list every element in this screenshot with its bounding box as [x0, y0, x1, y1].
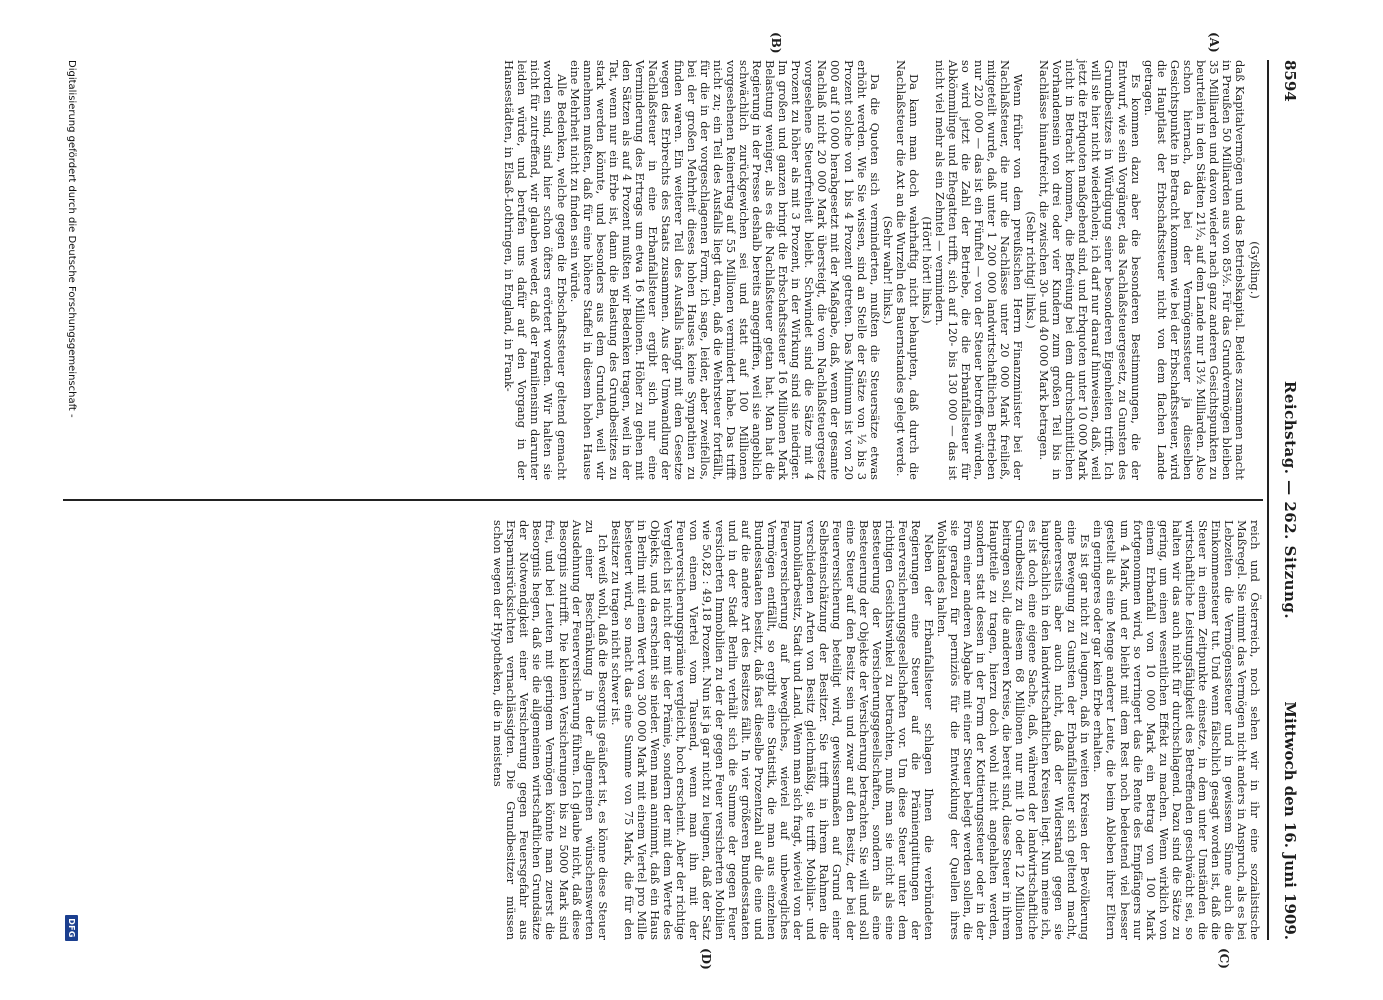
paragraph: Es ist gar nicht zu leugnen, daß in weiten Kreisen der Bevölkerung eine Bewegung zu Gunsten der Erbanfallsteuer sich geltend macht, andererseits aber auch nicht, daß der Widerstand gegen sie hauptsächlich in den landwirtschaftlichen Kreisen liegt. Nun meine ich, es ist doch eine eigene Sache, daß, während der landwirtschaftliche Grundbesitz zu diesem 68 Millionen nur mit 10 oder 12 Millionen beitragen soll, die anderen Kreise, die bereit sind, diese Steuer in ihrem Hauptteile zu tragen, hierzu doch wohl nicht angehalten werden, sondern statt dessen in der Form der Kottierungssteuer oder in der Form einer anderen Abgabe mit einer Steuer belegt werden sollen, die sie geradezu für perniziös für die Entwicklung der Quellen ihres Wohlstandes halten. [934, 520, 1093, 940]
margin-marker-c: (C) [1217, 948, 1231, 969]
paragraph: Wenn früher von dem preußischen Herrn Finanzminister bei der Nachlaßsteuer, die nur die Nachlässe unter 20 000 Mark freiließ, mitgeteilt wurde, daß unter 1 200 000 landwirtschaftlichen Betrieben nur 220 000 — das ist ein Fünftel — von der Steuer betroffen würden, so wird jetzt die Zahl der Betriebe, die die Erbanfallsteuer für Abkömmlinge und Ehegatten trifft, sich auf 120- bis 130 000 — das ist nicht viel mehr als ein Zehntel — vermindern. [932, 60, 1026, 480]
page-date: Mittwoch den 16. Juni 1909. [1281, 701, 1299, 940]
paragraph: Alle Bedenken, welche gegen die Erbschaftssteuer geltend gemacht worden sind, sind hier schon öfters erörtert worden. Wir halten sie nicht für zutreffend, wir glauben weder, daß der Familiensinn darunter leiden würde, und berufen uns dafür auf den Vorgang in der Hansestädten, in Elsaß-Lothringen, in England, in Frank- [502, 60, 569, 480]
paragraph: Da kann man doch wahrhaftig nicht behaupten, daß durch die Nachlaßsteuer die Axt an die Wurzeln des Bauernstandes gelegt werde. [893, 60, 921, 480]
paragraph: Ich weiß wohl, daß die Besorgnis geäußert ist, es könne diese Steuer zu einer Beschränkung in der allgemeinen wünschenswerten Ausdehnung der Feuerversicherung führen. Ich glaube nicht, daß diese Besorgnis zutrifft. Die kleinen Versicherungen bis zu 5000 Mark sind frei, und bei Leuten mit geringem Vermögen könnte man zuerst die Besorgnis hegen, daß sie die allgemeinen wirtschaftlichen Grundsätze der Notwendigkeit einer Versicherung gegen Feuersgefahr aus Ersparnisrücksichten vernachlässigten. Die Grundbesitzer müssen schon wegen der Hypotheken, die in meistens [491, 520, 610, 940]
left-column [502, 60, 1261, 480]
interjection: (Sehr richtig! links.) [1024, 211, 1039, 329]
paragraph: Da die Quoten sich verminderten, mußten die Steuersätze etwas erhöht werden. Wie Sie wissen, sind an Stelle der Sätze von ½ bis 3 Prozent solche von 1 bis 4 Prozent getreten. Das Minimum ist von 20 000 auf 10 000 herabgesetzt mit der Maßgabe, daß, wenn der gesamte Nachlaß nicht 20 000 Mark übersteigt, die vom Nachlaßsteuergesetz vorgesehene Steuerfreiheit bleibt. Schwindet sind die Sätze mit 4 Prozent zu höher als mit 3 Prozent, in der Wirkung sind sie niedriger. Im großen und ganzen bringt die Erbschaftssteuer 16 Millionen Mark Belastung weniger, als es die Nachlaßsteuer getan hat. Man hat die Regierung in der Presse deshalb bereits angegriffen, weil sie angeblich schwächlich zurückgewichen sei und statt auf 100 Millionen vorgesehenen Reinertrag auf 55 Millionen vermindert habe. Das trifft nicht zu; ein Teil des Ausfalls liegt daran, daß die Wehrsteuer fortfällt, für die in der vorgeschlagenen Form, ich sage, leider, aber zweifellos, bei der großen Mehrheit dieses hohen Hauses keine Sympathien zu finden waren. Ein weiterer Teil des Ausfalls hängt mit dem Gesetze wegen des Erbrechts des Staats zusammen. Aus der Umwandlung der Nachlaßsteuer in eine Erbanfallsteuer ergibt sich nur eine Verminderung des Ertrags um etwa 16 Millionen. Höher zu gehen mit den Sätzen als auf 4 Prozent mußten wir Bedenken tragen, weil in der Tat, wenn nur ein Erbe ist, dann die Belastung des Grundbesitzes zu stark werden könnte, und besonders aus dem Grunden, weil wir annehmen mußten, daß für eine höhere Staffel in diesem hohen Hause eine Mehrheit nicht zu finden sein würde. [567, 60, 882, 480]
paragraph: reich und Österreich, noch sehen wir in ihr eine sozialistische Maßregel. Sie nimmt das Vermögen nicht anders in Anspruch, als es bei Lebzeiten die Vermögenssteuer und in gewissem Sinne auch die Einkommensteuer tut. Und wenn fälschlich gesagt worden ist, daß die Steuer in einem Zeitpunkte einsetze, in dem unter Umständen die wirtschaftliche Leistungsfähigkeit des Betreffenden geschwächt sei, so halten wir das auch nicht für durchschlagend. Dazu sind die Sätze zu gering, um einen wesentlichen Effekt zu machen. Wenn wirklich von einem Erbanfall von 10 000 Mark ein Betrag von 100 Mark fortgenommen wird, so verringert das die Rente des Empfängers nur um 4 Mark, und er bleibt mit dem Rest noch bedeutend viel besser gestellt als eine Menge anderer Leute, die beim Ableben ihrer Eltern ein geringeres oder gar kein Erbe erhalten. [1091, 520, 1262, 940]
newspaper-page [63, 32, 1303, 970]
page-header [1271, 60, 1303, 940]
margin-marker-d: (D) [699, 948, 713, 970]
column-divider [63, 499, 1263, 501]
interjection: (Sehr wahr! links.) [880, 215, 895, 325]
right-column [491, 520, 1261, 940]
paragraph: Neben der Erbanfallsteuer schlagen Ihnen die verbündeten Regierungen eine Steuer auf die Prämienquittungen der Feuerversicherungsgesellschaften vor. Um diese Steuer unter dem richtigen Gesichtswinkel zu betrachten, muß man sie nicht als eine Besteuerung der Versicherungsgesellschaften, sondern als eine Besteuerung der Objekte der Versicherung betrachten. Sie will und soll eine Steuer auf den Besitz sein und zwar auf den Besitz, der bei der Feuerversicherung beteiligt wird, gewissermaßen auf Grund einer Selbsteinschätzung der Besitzer. Sie trifft in ihrem Rahmen die verschiedenen Arten von Besitz gleichmäßig, sie trifft Mobiliar- und Immobiliarbesitz, Stadt und Land. Wenn man sich fragt, wieviel von der Feuerversicherung auf bewegliches, wieviel auf unbewegliches Vermögen entfällt, so ergibt eine Statistik, die man aus einzelnen Bundesstaaten besitzt, daß fast dieselbe Prozentzahl auf die eine und auf die andere Art des Besitzes fällt. In vier größeren Bundesstaaten und in der Stadt Berlin verhält sich die Summe der gegen Feuer versicherten Immobilien zu der der gegen Feuer versicherten Mobilien wie 50,82 : 49,18 Prozent. Nun ist ja gar nicht zu leugnen, daß der Satz von einem Viertel vom Tausend, wenn man ihn mit der Feuerversicherungsprämie vergleicht, hoch erscheint. Aber der richtige Vergleich ist nicht der mit der Prämie, sondern der mit dem Werte des Objekts, und da erscheint sie nieder. Wenn man annimmt, daß ein Haus in Berlin mit einem Wert von 300 000 Mark mit einem Viertel pro Mille besteuert wird, so macht das eine Summe von 75 Mark, die für den Besitzer zu tragen nicht schwer ist. [608, 520, 936, 940]
credit-text: Digitalisierung gefördert durch die Deutsche Forschungsgemeinschaft - [66, 60, 77, 418]
margin-marker-b: (B) [769, 32, 783, 54]
dfg-logo [63, 916, 81, 940]
paragraph: Es kommen dazu aber die besonderen Bestimmungen, die der Entwurf, wie sein Vorgänger, das Nachlaßsteuergesetz, zu Gunsten des Grundbesitzes in Würdigung seiner besonderen Eigenheiten trifft. Ich will sie hier nicht wiederholen; ich darf nur darauf hinweisen, daß, weil jetzt die Erbquoten maßgebend sind, und Erbquoten unter 10 000 Mark nicht in Betracht kommen, die Befreiung bei dem durchschnittlichen Vorhandensein von drei oder vier Kindern zum großen Teil bis in Nachlässe hinaufreicht, die zwischen 30- und 40 000 Mark betragen. [1037, 60, 1143, 480]
paragraph: daß Kapitalvermögen und das Betriebskapital. Beides zusammen macht in Preußen 50 Milliarden aus von 85½. Für das Grundvermögen bleiben 35 Milliarden und davon wieder nach ganz anderen Gesichtspunkten zu beurteilen in den Städten 21½, auf dem Lande nur 13½ Milliarden. Also schon hiernach, da bei der Vermögenssteuer ja dieselben Gesichtspunkte in Betracht kommen wie bei der Erbschaftssteuer, wird die Hauptlast der Erbschaftssteuer nicht von dem flachen Lande getragen. [1141, 60, 1247, 480]
digitization-credit [59, 60, 81, 940]
page-number: 8594 [1281, 60, 1299, 102]
margin-marker-a: (A) [1207, 32, 1221, 53]
interjection: (Hört! hört! links.) [919, 216, 934, 324]
header-rule [1267, 60, 1269, 940]
dfg-logo-text: DFG [66, 915, 79, 941]
speaker-name: (Gyßling.) [1248, 241, 1262, 299]
page-title: Reichstag. — 262. Sitzung. [1281, 380, 1299, 620]
